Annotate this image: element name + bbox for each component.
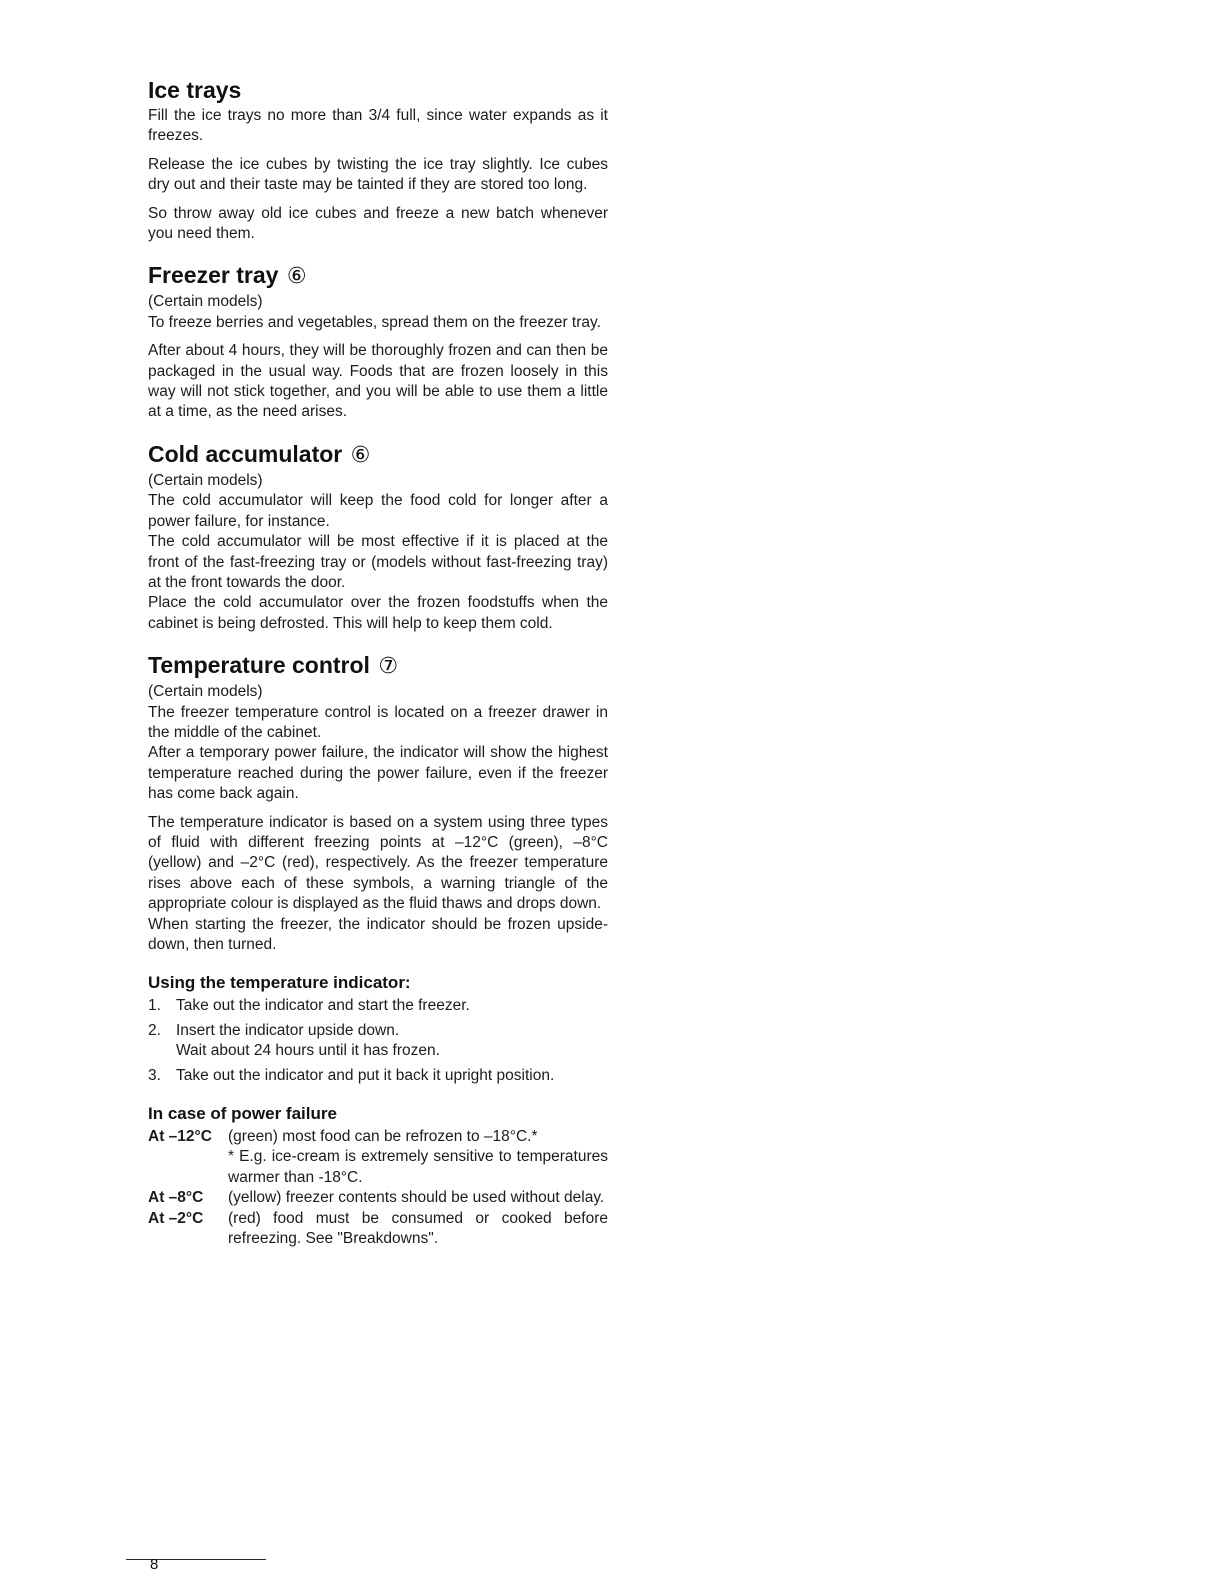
- power-failure-heading: In case of power failure: [148, 1104, 337, 1124]
- ice-trays-heading: Ice trays: [148, 77, 242, 103]
- list-item: [148, 1066, 608, 1086]
- page-content: [148, 76, 608, 1249]
- cold-accumulator-note: (Certain models): [148, 471, 263, 489]
- temp-label: At –8°C: [148, 1189, 204, 1207]
- temperature-control-heading: Temperature control ⑦: [148, 652, 399, 679]
- cold-accumulator-heading: Cold accumulator ⑥: [148, 440, 371, 467]
- page-number: 8: [150, 1556, 159, 1573]
- ref-number-icon: ⑥: [350, 441, 371, 467]
- section-power-failure: [148, 1103, 608, 1249]
- temp-text: (yellow) freezer contents should be used without delay.: [228, 1189, 605, 1207]
- indicator-steps-list: [148, 996, 608, 1086]
- step-number: 3.: [148, 1066, 161, 1084]
- temperature-control-p2: After a temporary power failure, the indicator will show the highest temperature reached during the power failure, even if the freezer has come back again.: [148, 744, 608, 803]
- step-text: Take out the indicator and put it back it upright position.: [176, 1066, 555, 1084]
- section-temperature-control: [148, 651, 608, 955]
- temp-label: At –2°C: [148, 1209, 204, 1227]
- temp-text: (red) food must be consumed or cooked before refreezing. See "Breakdowns".: [228, 1209, 608, 1248]
- section-ice-trays: [148, 76, 608, 244]
- temp-text: (green) most food can be refrozen to –18°C.*: [228, 1128, 538, 1146]
- power-failure-row: [148, 1209, 608, 1250]
- section-using-indicator: [148, 972, 608, 1086]
- list-item: [148, 996, 608, 1016]
- cold-accumulator-p2: The cold accumulator will be most effective if it is placed at the front of the fast-freezing tray or (models without fast-freezing tray) at the front towards the door.: [148, 533, 608, 591]
- ice-trays-p1: Fill the ice trays no more than 3/4 full, since water expands as it freezes.: [148, 107, 608, 145]
- footnote: * E.g. ice-cream is extremely sensitive to temperatures warmer than -18°C.: [228, 1148, 608, 1186]
- ice-trays-p3: So throw away old ice cubes and freeze a new batch whenever you need them.: [148, 204, 608, 243]
- freezer-tray-p2: After about 4 hours, they will be thoroughly frozen and can then be packaged in the usual way. Foods that are frozen loosely in this way will not stick together, and you will be able to use them a little at a time, as the need arises.: [148, 342, 608, 421]
- ice-trays-p2: Release the ice cubes by twisting the ice tray slightly. Ice cubes dry out and their taste may be tainted if they are stored too long.: [148, 155, 608, 194]
- temperature-control-p3: The temperature indicator is based on a system using three types of fluid with different freezing points at –12°C (green), –8°C (yellow) and –2°C (red), respectively. As the freezer temperature rises above each of these symbols, a warning triangle of the appropriate colour is displayed as the fluid thaws and drops down.: [148, 813, 608, 913]
- step-text: Take out the indicator and start the freezer.: [176, 997, 470, 1015]
- freezer-tray-p1: To freeze berries and vegetables, spread them on the freezer tray.: [148, 313, 601, 331]
- section-cold-accumulator: [148, 440, 608, 634]
- step-text: Insert the indicator upside down. Wait about 24 hours until it has frozen.: [176, 1021, 440, 1060]
- temperature-control-p4: When starting the freezer, the indicator should be frozen upside-down, then turned.: [148, 915, 608, 953]
- step-number: 2.: [148, 1021, 161, 1039]
- ref-number-icon: ⑦: [378, 653, 399, 679]
- temp-label: At –12°C: [148, 1128, 212, 1146]
- freezer-tray-note: (Certain models): [148, 293, 263, 311]
- power-failure-row: [148, 1127, 608, 1147]
- temperature-control-p1: The freezer temperature control is located on a freezer drawer in the middle of the cabinet.: [148, 703, 608, 741]
- power-failure-row: [148, 1188, 608, 1208]
- cold-accumulator-p3: Place the cold accumulator over the frozen foodstuffs when the cabinet is being defrosted. This will help to keep them cold.: [148, 594, 608, 632]
- temperature-control-note: (Certain models): [148, 683, 263, 701]
- step-number: 1.: [148, 997, 161, 1015]
- using-indicator-heading: Using the temperature indicator:: [148, 973, 411, 993]
- list-item: [148, 1021, 608, 1062]
- section-freezer-tray: [148, 261, 608, 422]
- footer-rule: [126, 1559, 266, 1560]
- ref-number-icon: ⑥: [286, 263, 307, 289]
- cold-accumulator-p1: The cold accumulator will keep the food cold for longer after a power failure, for instance.: [148, 492, 608, 530]
- freezer-tray-heading: Freezer tray ⑥: [148, 262, 307, 289]
